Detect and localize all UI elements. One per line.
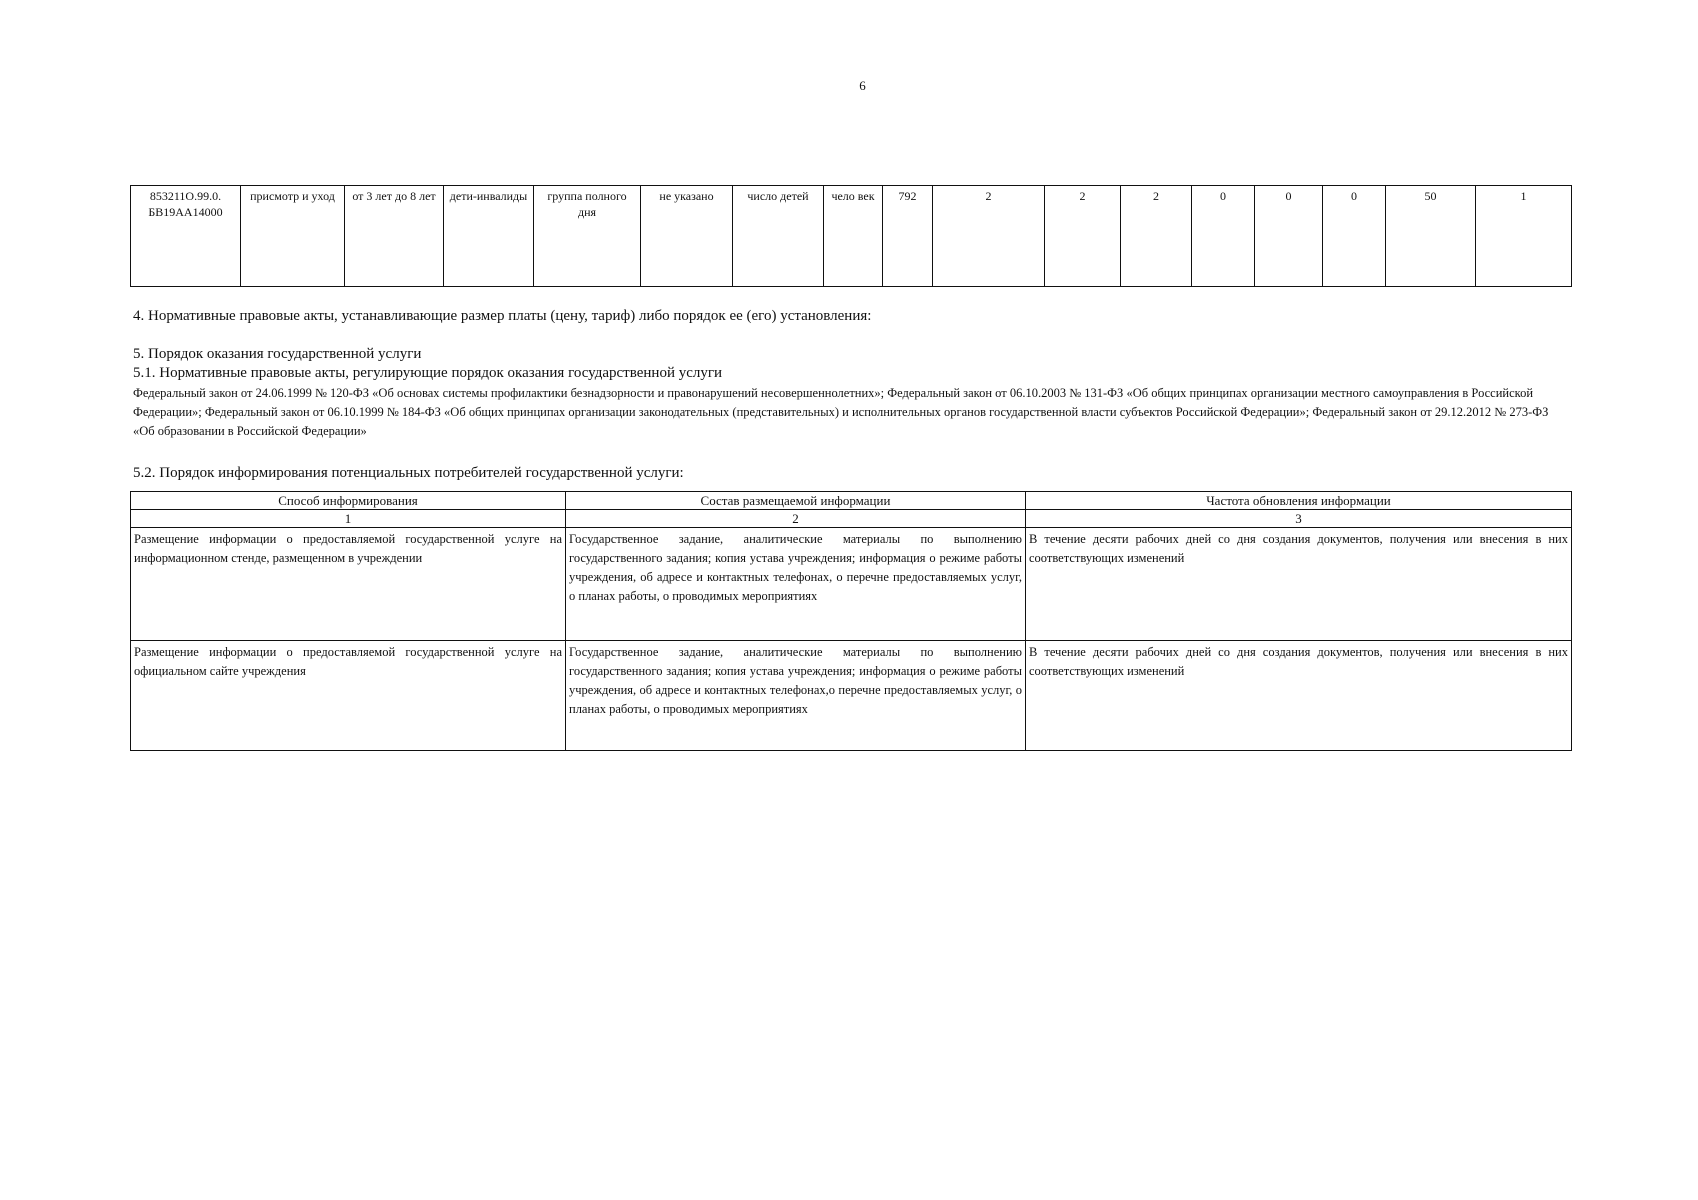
table-cell: 0 xyxy=(1323,186,1386,287)
table-row xyxy=(131,186,1572,287)
table-cell: не указано xyxy=(641,186,733,287)
column-header-frequency: Частота обновления информации xyxy=(1026,492,1572,510)
information-table xyxy=(130,491,1572,751)
section-5-2-heading: 5.2. Порядок информирования потенциальных потребителей государственной услуги: xyxy=(133,465,684,481)
column-number: 1 xyxy=(131,510,566,528)
table-row xyxy=(131,641,1572,751)
table-cell: 2 xyxy=(1121,186,1192,287)
column-number: 2 xyxy=(566,510,1026,528)
frequency-cell: В течение десяти рабочих дней со дня создания документов, получения или внесения в них соответствующих изменений xyxy=(1026,528,1572,641)
column-number: 3 xyxy=(1026,510,1572,528)
section-5-1-heading: 5.1. Нормативные правовые акты, регулирующие порядок оказания государственной услуги xyxy=(133,365,723,381)
table-cell: группа полного дня xyxy=(534,186,641,287)
frequency-cell: В течение десяти рабочих дней со дня создания документов, получения или внесения в них соответствующих изменений xyxy=(1026,641,1572,751)
section-5-heading: 5. Порядок оказания государственной услуги xyxy=(133,346,422,362)
table-cell: дети-инвалиды xyxy=(444,186,534,287)
table-cell: число детей xyxy=(733,186,824,287)
column-header-method: Способ информирования xyxy=(131,492,566,510)
method-cell: Размещение информации о предоставляемой государственной услуге на информационном стенде, размещенном в учреждении xyxy=(131,528,566,641)
table-cell: 2 xyxy=(933,186,1045,287)
page-number: 6 xyxy=(859,78,866,93)
table-cell: 792 xyxy=(883,186,933,287)
column-header-content: Состав размещаемой информации xyxy=(566,492,1026,510)
indicators-table xyxy=(130,185,1572,287)
table-row xyxy=(131,528,1572,641)
table-number-row xyxy=(131,510,1572,528)
table-cell: 853211О.99.0. БВ19АА14000 xyxy=(131,186,241,287)
table-cell: 1 xyxy=(1476,186,1572,287)
table-cell: присмотр и уход xyxy=(241,186,345,287)
content-cell: Государственное задание, аналитические материалы по выполнению государственного задания; копия устава учреждения; информация о режиме работы учреждения, об адресе и контактных телефонах,о перечне предоставляемых услуг, о планах работы, о проводимых мероприятиях xyxy=(566,641,1026,751)
laws-paragraph: Федеральный закон от 24.06.1999 № 120-ФЗ «Об основах системы профилактики безнадзорности и правонарушений несовершеннолетних»; Федеральный закон от 06.10.2003 № 131-ФЗ «Об общих принципах организации местного самоуправления в Российской Федерации»; Федеральный закон от 06.10.1999 № 184-ФЗ «Об общих принципах организации законодательных (представительных) и исполнительных органов государственной власти субъектов Российской Федерации»; Федеральный закон от 29.12.2012 № 273-ФЗ «Об образовании в Российской Федерации» xyxy=(133,386,1549,438)
content-cell: Государственное задание, аналитические материалы по выполнению государственного задания; копия устава учреждения; информация о режиме работы учреждения, об адресе и контактных телефонах, о перечне предоставляемых услуг, о планах работы, о проводимых мероприятиях xyxy=(566,528,1026,641)
section-4-heading: 4. Нормативные правовые акты, устанавливающие размер платы (цену, тариф) либо порядок ее (его) установления: xyxy=(133,308,872,324)
table-cell: чело век xyxy=(824,186,883,287)
table-cell: 2 xyxy=(1045,186,1121,287)
table-cell: от 3 лет до 8 лет xyxy=(345,186,444,287)
method-cell: Размещение информации о предоставляемой государственной услуге на официальном сайте учреждения xyxy=(131,641,566,751)
table-header-row xyxy=(131,492,1572,510)
table-cell: 50 xyxy=(1386,186,1476,287)
table-cell: 0 xyxy=(1192,186,1255,287)
table-cell: 0 xyxy=(1255,186,1323,287)
